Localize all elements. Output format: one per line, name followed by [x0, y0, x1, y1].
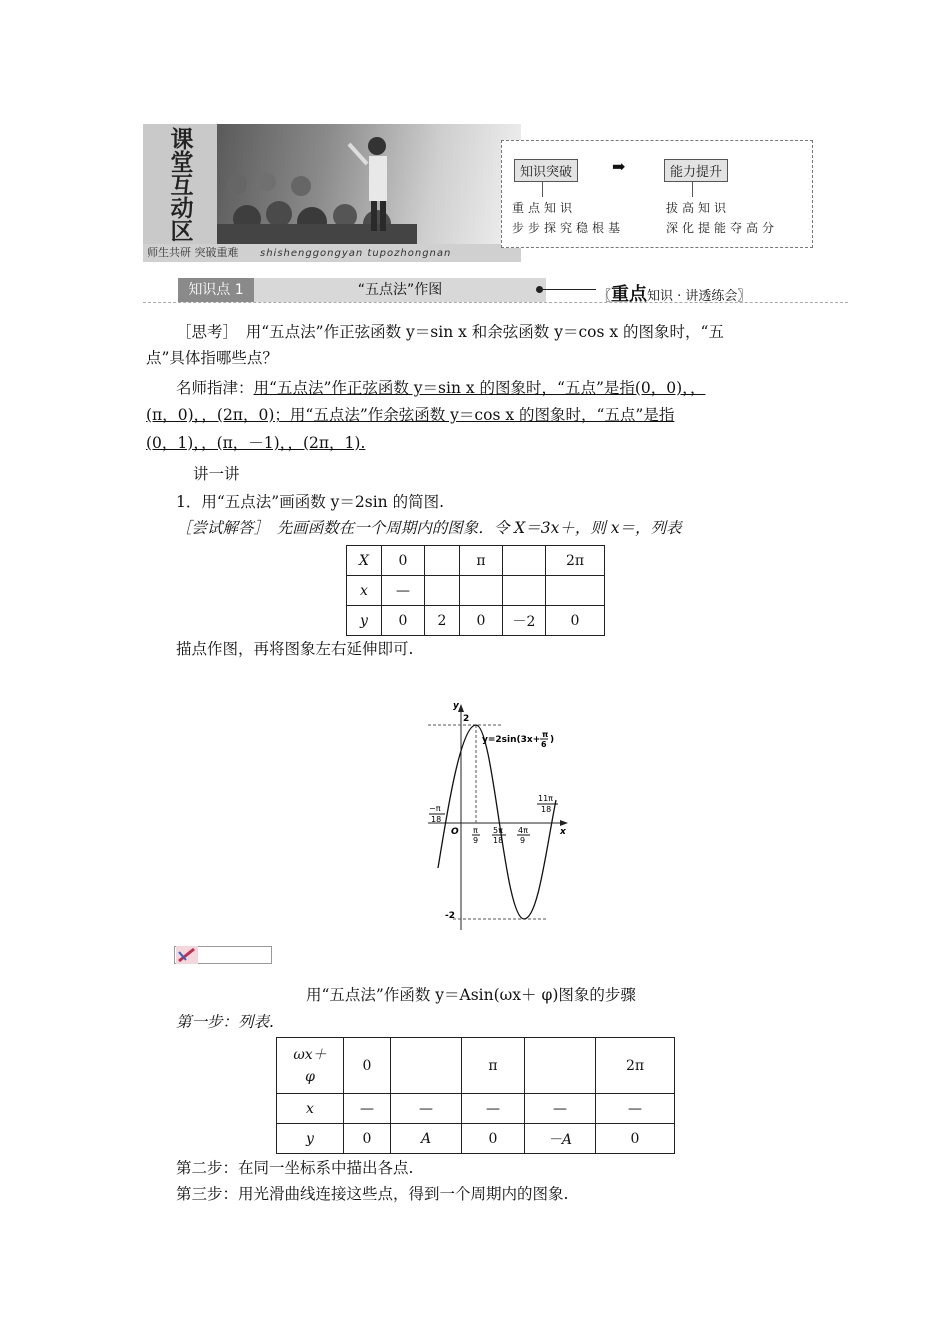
table-cell: π — [462, 1038, 525, 1094]
table-cell — [391, 1038, 462, 1094]
table-row — [347, 606, 605, 636]
section-title: “五点法”作图 — [357, 282, 443, 298]
table-cell — [503, 546, 546, 576]
divider — [143, 302, 848, 303]
table-cell: －A — [525, 1124, 596, 1154]
step-2: 第二步：在同一坐标系中描出各点. — [176, 1159, 414, 1177]
table-row — [277, 1124, 675, 1154]
y-axis-label: y — [453, 701, 459, 711]
table-cell — [460, 576, 503, 606]
table-cell: 2 — [425, 606, 460, 636]
tick-num: 11π — [538, 794, 553, 803]
x-axis-arrow-icon — [560, 820, 568, 826]
table-cell — [546, 576, 605, 606]
table-cell — [425, 546, 460, 576]
table-cell — [503, 576, 546, 606]
table-cell: 2π — [596, 1038, 675, 1094]
bullet-dot-icon — [536, 286, 543, 293]
arrow-right-icon: ➡ — [612, 157, 626, 176]
table-row — [347, 546, 605, 576]
x-axis-label: x — [560, 827, 566, 837]
min-label: -2 — [445, 911, 455, 921]
step-1: 第一步：列表. — [176, 1013, 274, 1031]
tick-label — [472, 826, 480, 845]
table-cell: 2π — [546, 546, 605, 576]
table-row — [277, 1094, 675, 1124]
table-cell: 0 — [460, 606, 503, 636]
table-cell — [425, 576, 460, 606]
right-line-2: 深化提能夺高分 — [666, 221, 779, 235]
tick-den: 18 — [431, 815, 442, 824]
max-label: 2 — [463, 714, 470, 724]
table-cell: y — [347, 606, 382, 636]
table-cell: — — [596, 1094, 675, 1124]
left-line-1: 重点知识 — [512, 201, 577, 215]
header-banner — [143, 124, 813, 262]
banner-title: 课堂互动区 — [143, 124, 217, 244]
summary-title: 用“五点法”作函数 y＝Asin(ωx＋ φ)图象的步骤 — [306, 986, 636, 1004]
table-cell: — — [391, 1094, 462, 1124]
tick-label — [517, 826, 530, 845]
formula-main: y=2sin(3x+ — [482, 735, 541, 745]
table-row — [347, 576, 605, 606]
table-cell: y — [277, 1124, 344, 1154]
table-cell: — — [462, 1094, 525, 1124]
formula-close: ) — [550, 735, 555, 745]
tick-den: 18 — [493, 836, 504, 845]
tick-num: 5π — [493, 826, 503, 835]
y-axis-arrow-icon — [458, 704, 464, 712]
lecture-question: 1．用“五点法”画函数 y＝2sin 的简图. — [176, 493, 445, 511]
sine-graph — [420, 700, 580, 932]
banner-subtitle-pinyin: shishenggongyan tupozhongnan — [260, 248, 452, 259]
pen-icon — [176, 946, 198, 964]
tick-num: 4π — [518, 826, 528, 835]
table-cell: — — [382, 576, 425, 606]
table-row — [277, 1038, 675, 1094]
table-cell: 0 — [546, 606, 605, 636]
table-cell: — — [344, 1094, 391, 1124]
table-cell: x — [347, 576, 382, 606]
table-cell: π — [460, 546, 503, 576]
table-cell: 0 — [462, 1124, 525, 1154]
classroom-photo-icon — [217, 124, 521, 244]
head-line-2: φ — [305, 1068, 315, 1085]
tick-label — [492, 826, 506, 845]
think-answer-line1 — [176, 375, 705, 401]
table-cell: x — [277, 1094, 344, 1124]
table-cell: 0 — [382, 546, 425, 576]
ability-improvement-tag: 能力提升 — [664, 159, 728, 182]
section-right-rest: 知识 · 讲透练会 — [647, 289, 738, 304]
section-header — [178, 278, 546, 302]
table-cell — [277, 1038, 344, 1094]
tick-den: 9 — [473, 836, 479, 845]
divider — [542, 181, 543, 197]
banner-subtitle — [143, 244, 521, 262]
knowledge-breakthrough-tag: 知识突破 — [514, 159, 578, 182]
section-right-label: 〖重点知识 · 讲透练会〗 — [598, 284, 751, 305]
think-answer-line2: (π，0)，，(2π，0)；用“五点法”作余弦函数 y＝cos x 的图象时，“五点”是指 — [146, 406, 675, 424]
banner-subtitle-cn: 师生共研 突破重难 — [147, 246, 239, 259]
step-3: 第三步：用光滑曲线连接这些点，得到一个周期内的图象. — [176, 1185, 569, 1203]
head-line-1: ωx＋ — [293, 1046, 327, 1063]
think-question-line1: ［思考］ 用“五点法”作正弦函数 y＝sin x 和余弦函数 y＝cos x 的图象时，“五 — [176, 323, 724, 341]
lecture-heading: 讲一讲 — [193, 465, 240, 483]
section-tag: 知识点 1 — [178, 278, 254, 302]
origin-label: O — [451, 827, 459, 837]
section-connector — [540, 289, 596, 290]
table-cell — [525, 1038, 596, 1094]
tick-num: −π — [429, 804, 441, 813]
formula-num: π — [542, 730, 549, 739]
left-line-2: 步步探究稳根基 — [512, 221, 625, 235]
answer-text-1: 用“五点法”作正弦函数 y＝sin x 的图象时，“五点”是指(0，0)，， — [253, 379, 706, 397]
tick-den: 18 — [541, 805, 552, 814]
think-question-line2: 点”具体指哪些点？ — [146, 349, 278, 367]
formula-den: 6 — [541, 740, 547, 749]
tick-den: 9 — [520, 836, 526, 845]
steps-table — [276, 1037, 675, 1154]
table-cell: 0 — [344, 1038, 391, 1094]
lecture-try-answer: ［尝试解答］ 先画函数在一个周期内的图象．令 X＝3x＋，则 x＝，列表 — [176, 519, 682, 537]
tick-label — [537, 794, 558, 814]
table-cell: X — [347, 546, 382, 576]
banner-photo — [217, 124, 521, 244]
table-cell: — — [525, 1094, 596, 1124]
table-cell: －2 — [503, 606, 546, 636]
five-point-table — [346, 545, 605, 636]
table-cell: 0 — [382, 606, 425, 636]
answer-label: 名师指津： — [176, 379, 254, 397]
right-line-1: 拔高知识 — [666, 201, 731, 215]
tick-num: π — [473, 826, 478, 835]
section-right-big: 重点 — [611, 284, 648, 305]
table-cell: 0 — [596, 1124, 675, 1154]
tick-label — [429, 804, 445, 824]
sine-curve — [438, 725, 556, 919]
lecture-after-table: 描点作图，再将图象左右延伸即可. — [176, 640, 414, 658]
knowledge-path-box — [501, 140, 813, 248]
table-cell: A — [391, 1124, 462, 1154]
table-cell: 0 — [344, 1124, 391, 1154]
think-answer-line3: (0，1)，，(π，－1)，，(2π，1). — [146, 434, 366, 452]
divider — [692, 181, 693, 197]
